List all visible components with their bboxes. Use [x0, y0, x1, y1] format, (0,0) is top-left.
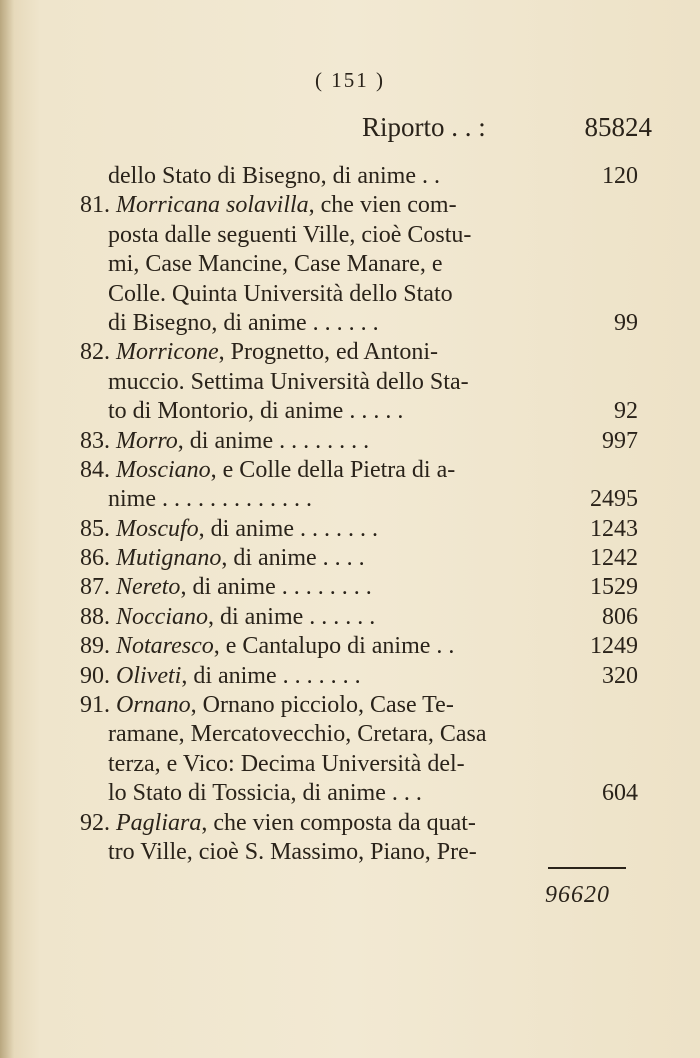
riporto-value: 85824: [584, 112, 652, 142]
place-name: Moscufo: [116, 515, 199, 542]
population-count: 120: [602, 163, 638, 189]
entry-line: [80, 397, 638, 426]
entry-text: [80, 573, 372, 602]
entry-line: [80, 309, 638, 338]
entry-rest: , che vien composta da quat-: [201, 809, 476, 836]
entry-text: [108, 750, 465, 779]
entry-rest: posta dalle seguenti Ville, cioè Costu-: [108, 221, 472, 248]
population-count: 997: [602, 427, 638, 454]
entry-rest: ramane, Mercatovecchio, Cretara, Casa: [108, 721, 487, 748]
place-name: Ornano: [116, 692, 191, 719]
entry-rest: dello Stato di Bisegno, di anime . .: [108, 163, 440, 189]
entry-line: [80, 750, 638, 779]
entry-rest: lo Stato di Tossicia, di anime . . .: [108, 780, 422, 807]
entry-text: [80, 544, 365, 573]
entry-list: [80, 162, 638, 867]
entry-number: 84.: [80, 456, 110, 483]
entry-text: [108, 368, 469, 397]
population-count: 1243: [590, 515, 638, 542]
entry-rest: , di anime . . . . . . . .: [180, 574, 372, 601]
entry-line: [80, 427, 638, 456]
entry-line: [80, 720, 638, 749]
entry-rest: , di anime . . . . . . .: [181, 662, 361, 689]
riporto-line: [362, 112, 652, 143]
riporto-label: Riporto . . :: [362, 112, 486, 142]
population-count: 320: [602, 662, 638, 689]
entry-text: [108, 779, 422, 808]
entry-text: [108, 397, 403, 426]
page-number: ( 151 ): [315, 68, 385, 92]
entry-number: 86.: [80, 545, 110, 572]
entry-text: [80, 809, 476, 838]
population-count: 1249: [590, 633, 638, 660]
entry-number: 88.: [80, 603, 110, 630]
entry-rest: to di Montorio, di anime . . . . .: [108, 398, 404, 425]
entry-line: [80, 632, 638, 661]
population-count: 2495: [590, 486, 638, 513]
entry-rest: , Ornano picciolo, Case Te-: [190, 692, 454, 719]
place-name: Oliveti: [116, 662, 182, 689]
entry-line: [80, 338, 638, 367]
population-count: 806: [602, 603, 638, 630]
entry-text: [108, 280, 453, 309]
entry-number: 89.: [80, 633, 110, 660]
entry-number: 82.: [80, 339, 110, 366]
entry-text: [80, 515, 378, 544]
place-name: Notaresco: [116, 633, 214, 660]
place-name: Morro: [116, 427, 178, 454]
entry-text: [108, 720, 486, 749]
entry-text: [80, 338, 438, 367]
entry-line: [80, 603, 638, 632]
place-name: Pagliara: [116, 809, 202, 836]
entry-line: [80, 250, 638, 279]
total-rule: [548, 867, 626, 869]
entry-number: 90.: [80, 662, 110, 689]
population-count: 92: [614, 398, 638, 425]
page-spine-shadow: [0, 0, 14, 1058]
entry-line: [80, 280, 638, 309]
entry-number: 85.: [80, 515, 110, 542]
entry-text: [108, 162, 440, 191]
entry-line: [80, 779, 638, 808]
page-total: 96620: [545, 882, 610, 908]
place-name: Nocciano: [116, 603, 208, 630]
population-count: 604: [602, 780, 638, 807]
entry-text: [108, 309, 379, 338]
entry-number: 81.: [80, 192, 110, 219]
entry-line: [80, 368, 638, 397]
entry-rest: nime . . . . . . . . . . . . .: [108, 486, 312, 513]
entry-text: [80, 427, 369, 456]
entry-text: [80, 603, 375, 632]
place-name: Morricana solavilla: [116, 192, 309, 219]
entry-line: [80, 515, 638, 544]
population-count: 1529: [590, 574, 638, 601]
place-name: Mutignano: [116, 545, 222, 572]
entry-text: [80, 662, 361, 691]
entry-line: [80, 456, 638, 485]
entry-rest: terza, e Vico: Decima Università del-: [108, 750, 465, 777]
entry-rest: Colle. Quinta Università dello Stato: [108, 280, 453, 307]
entry-line: [80, 191, 638, 220]
entry-rest: , Prognetto, ed Antoni-: [218, 339, 438, 366]
entry-text: [108, 250, 443, 279]
population-count: 99: [614, 309, 638, 336]
entry-text: [80, 456, 455, 485]
entry-line: [80, 838, 638, 867]
entry-rest: tro Ville, cioè S. Massimo, Piano, Pre-: [108, 838, 477, 865]
entry-rest: , di anime . . . . . . .: [198, 515, 378, 542]
entry-number: 83.: [80, 427, 110, 454]
entry-line: [80, 544, 638, 573]
entry-text: [108, 485, 312, 514]
entry-rest: di Bisegno, di anime . . . . . .: [108, 309, 379, 336]
entry-line: [80, 221, 638, 250]
entry-number: 87.: [80, 574, 110, 601]
entry-line: [80, 662, 638, 691]
entry-text: [80, 191, 457, 220]
entry-number: 91.: [80, 692, 110, 719]
entry-line: [80, 162, 638, 191]
entry-rest: mi, Case Mancine, Case Manare, e: [108, 251, 443, 278]
place-name: Mosciano: [116, 456, 211, 483]
place-name: Morricone: [116, 339, 219, 366]
entry-text: [108, 838, 477, 867]
entry-rest: muccio. Settima Università dello Sta-: [108, 368, 469, 395]
entry-text: [80, 632, 454, 661]
entry-number: 92.: [80, 809, 110, 836]
entry-rest: , e Cantalupo di anime . .: [213, 633, 455, 660]
entry-text: [80, 691, 454, 720]
entry-line: [80, 809, 638, 838]
entry-rest: , di anime . . . . . . . .: [177, 427, 370, 454]
entry-rest: , che vien com-: [308, 192, 457, 219]
entry-rest: , e Colle della Pietra di a-: [210, 456, 456, 483]
entry-line: [80, 485, 638, 514]
entry-line: [80, 573, 638, 602]
population-count: 1242: [590, 545, 638, 572]
entry-line: [80, 691, 638, 720]
entry-rest: , di anime . . . .: [221, 545, 365, 572]
place-name: Nereto: [116, 574, 181, 601]
entry-rest: , di anime . . . . . .: [207, 603, 376, 630]
entry-text: [108, 221, 471, 250]
